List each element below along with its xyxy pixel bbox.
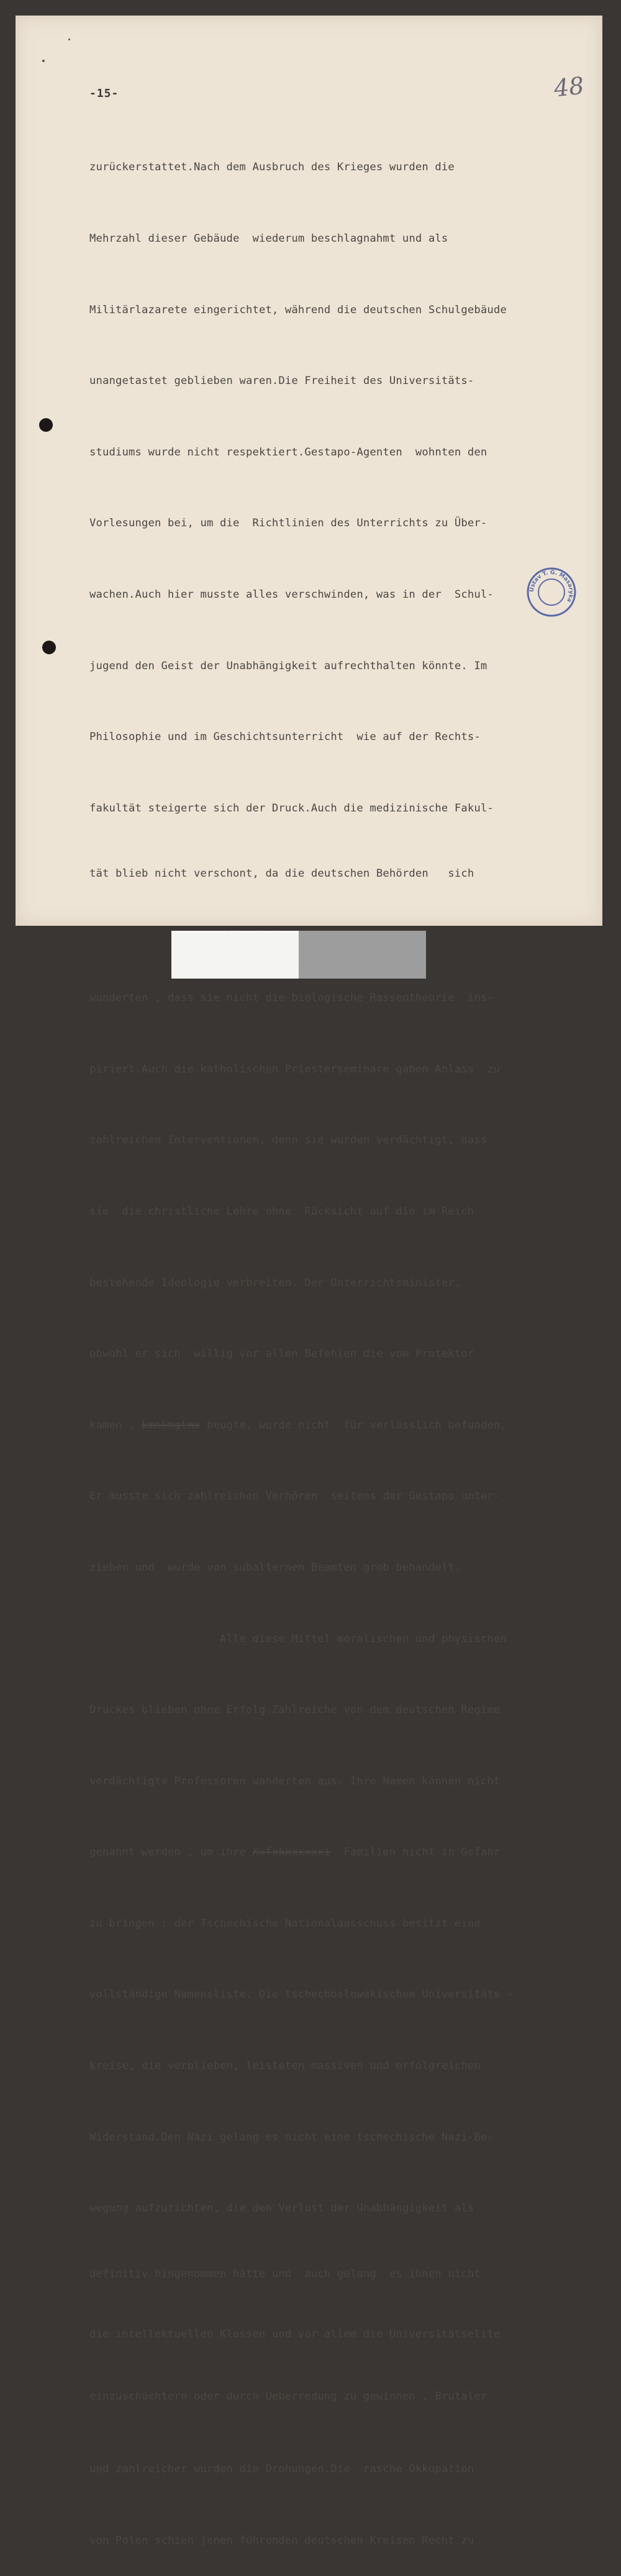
text-segment: beugte, wurde nicht für verlässlich befunden.: [200, 1418, 507, 1432]
text-line: unangetastet geblieben waren.Die Freiheit des Universitäts-: [89, 375, 474, 388]
text-line: zahlreichen Interventionen, denn sie wurden verdächtigt, dass: [89, 1134, 487, 1147]
scan-footer-grey-strip: [299, 931, 426, 979]
text-line: bestehende Ideologie verbreiten. Der Unterrichtsminister,: [89, 1276, 461, 1289]
paper-speck: [42, 60, 45, 62]
text-line-with-strikeout: [89, 1840, 555, 1864]
text-line: Vorlesungen bei, um die Richtlinien des Unterrichts zu Über-: [89, 517, 487, 530]
text-line: Druckes blieben ohne Erfolg.Zahlreiche von dem deutschen Regime: [89, 1704, 501, 1717]
struck-out-text: kmnkmgtmx: [141, 1418, 201, 1432]
text-segment: genannt werden , um ihre: [89, 1846, 253, 1859]
typed-body-text: [89, 108, 555, 2576]
punch-hole-lower: [42, 641, 56, 654]
text-line: piriert.Auch die katholischen Priesterseminare gaben Anlass zu: [89, 1062, 501, 1076]
archive-stamp: [526, 567, 577, 618]
text-line: zurückerstattet.Nach dem Ausbruch des Krieges wurden die: [89, 161, 455, 174]
text-line: Er musste sich zahlreichen Verhören seitens der Gestapo unter-: [89, 1490, 501, 1503]
text-line: studiums wurde nicht respektiert.Gestapo-Agenten wohnten den: [89, 445, 487, 459]
text-line: Widerstand.Den Nazi gelang es nicht eine tschechische Nazi-Be-: [89, 2131, 494, 2144]
text-line: fakultät steigerte sich der Druck.Auch die medizinische Fakul-: [89, 802, 494, 815]
text-line: vollständige Namensliste. Die tschechoslowakischen Universitäts -: [89, 1988, 514, 2001]
text-line: kreise, die verblieben, leisteten massiven und erfolgreichen: [89, 2060, 481, 2073]
scan-footer-white-strip: [171, 931, 299, 979]
text-line: wegung aufzurichten, die den Verlust der Unabhängigkeit als: [89, 2202, 474, 2215]
text-line: zu bringen : der Tschechische Nationalausschuss besitzt eine: [89, 1917, 481, 1930]
punch-hole-upper: [39, 418, 53, 432]
text-line: Philosophie und im Geschichtsunterricht wie auf der Rechts-: [89, 731, 481, 744]
text-line: von Polen schien jenen führenden deutschen Kreisen Recht zu: [89, 2534, 474, 2547]
page-number: -15-: [89, 87, 119, 100]
text-line: verdächtigte Professoren wanderten aus. Ihre Namen können nicht: [89, 1774, 501, 1788]
text-line: die intellektuellen Klassen und vor allem die Universitätselite: [89, 2328, 501, 2341]
text-line-with-strikeout: [89, 1414, 555, 1437]
stamp-text: Ústav T. G. Masaryka: [528, 569, 574, 603]
text-line: einzuschüchtern oder durch Ueberredung zu gewinnen , Brutaler: [89, 2390, 487, 2403]
text-line: und zahlreicher wurden die Drohungen.Die rasche Okkupation: [89, 2463, 474, 2476]
text-line: ziehen und wurde von subalternen Beamten grob behandelt.: [89, 1561, 461, 1574]
text-line: sie die christliche Lehre ohne Rücksicht auf die im Reich: [89, 1205, 474, 1218]
text-line: obwohl er sich willig vor allen Befehlen die vom Protektor: [89, 1348, 474, 1361]
text-line: wunderten , dass sie nicht die biologische Rassentheorie ins-: [89, 992, 494, 1005]
text-line: wachen.Auch hier musste alles verschwinden, was in der Schul-: [89, 588, 494, 601]
text-line: Mehrzahl dieser Gebäude wiederum beschlagnahmt und als: [89, 232, 448, 245]
text-line: Militärlazarete eingerichtet, während die deutschen Schulgebäude: [89, 303, 507, 316]
struck-out-text: Xxfxkxxxxxxi: [252, 1846, 331, 1859]
text-line: Alle diese Mittel moralischen und physischen: [89, 1632, 507, 1645]
handwritten-folio-number: 48: [552, 71, 586, 103]
text-line: definitiv hingenommen hätte und auch gelang es ihnen nicht: [89, 2267, 481, 2280]
text-segment: Familien nicht in Gefahr: [330, 1846, 501, 1859]
text-line: tät blieb nicht verschont, da die deutschen Behörden sich: [89, 867, 474, 880]
text-line: jugend den Geist der Unabhängigkeit aufrechthalten könnte. Im: [89, 659, 487, 672]
text-segment: kamen ,: [89, 1418, 142, 1432]
stamp-inner-ring: [538, 579, 564, 605]
paper-speck: [68, 39, 70, 40]
